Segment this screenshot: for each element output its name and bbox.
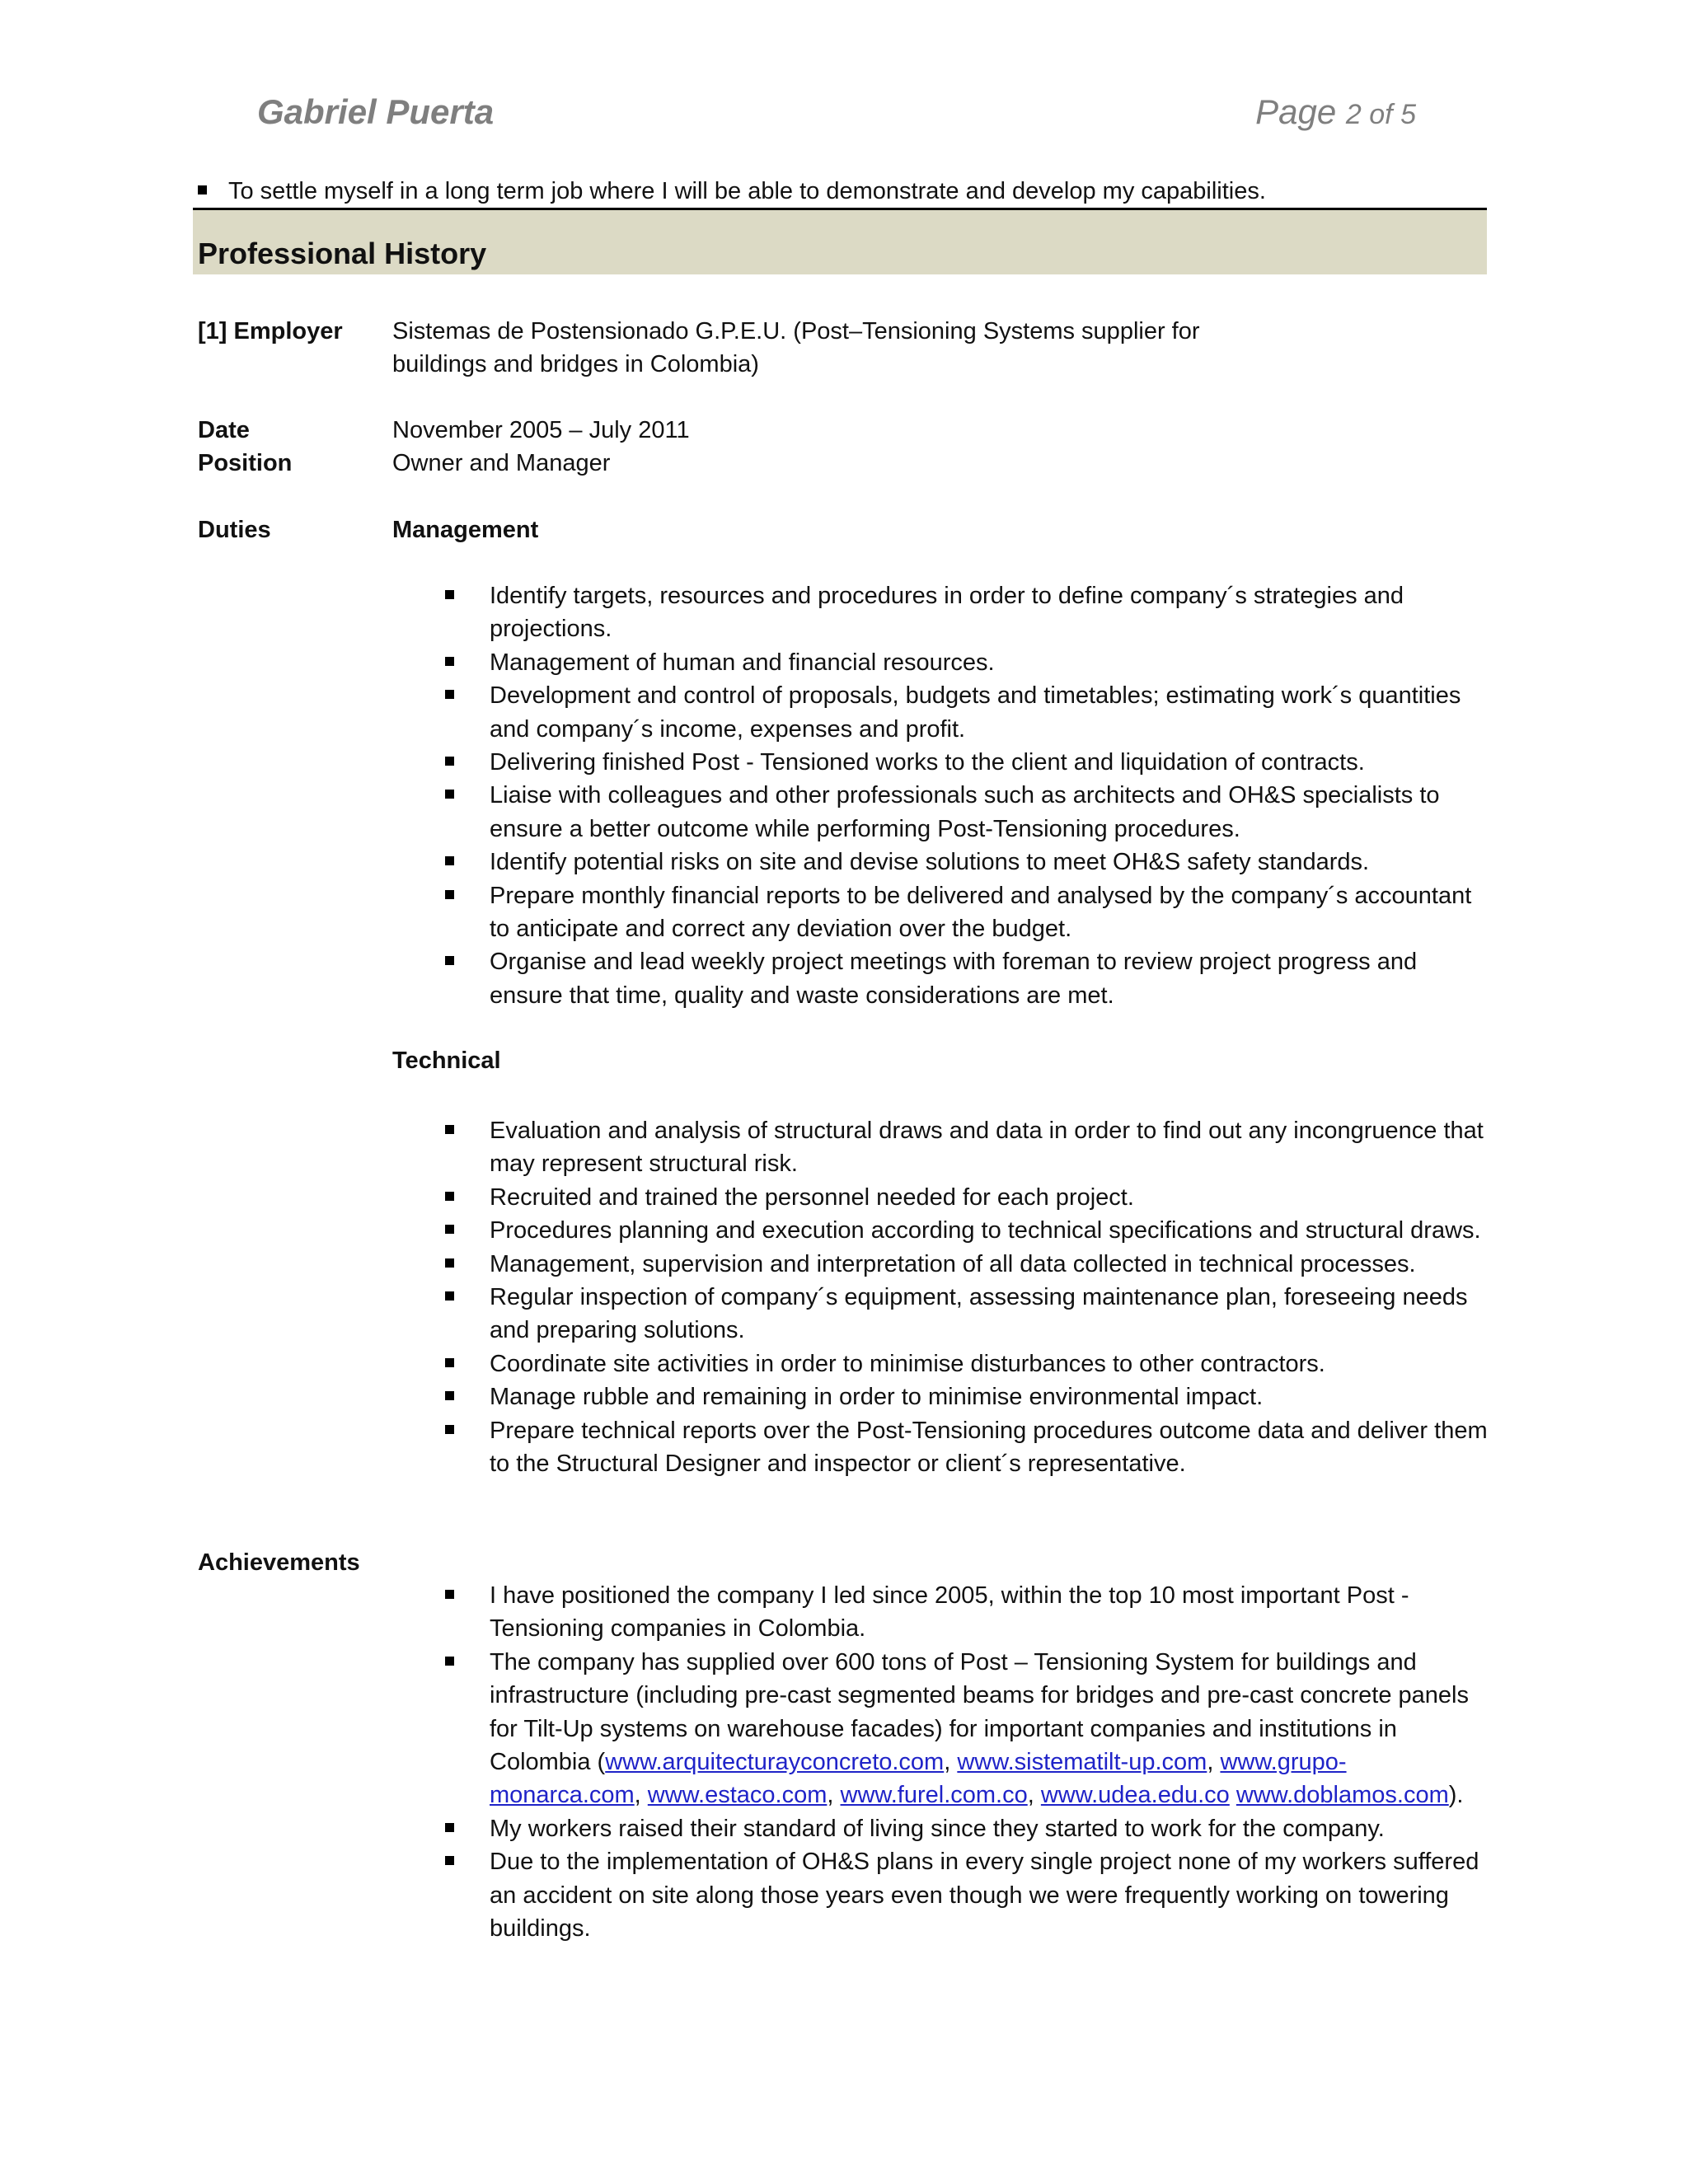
link-arquitecturayconcreto[interactable]: www.arquitecturayconcreto.com: [605, 1749, 945, 1776]
page-count: 2 of 5: [1345, 99, 1416, 130]
link-furel[interactable]: www.furel.com.co: [840, 1782, 1028, 1809]
objective-bullet: [198, 175, 1484, 208]
achievements-list: [445, 1579, 1488, 1945]
date-label: Date: [198, 417, 250, 443]
list-item: Due to the implementation of OH&S plans in every single project none of my workers suffered an accident on site along those years even though we were frequently working on towering buildings.: [445, 1845, 1488, 1945]
list-item: Procedures planning and execution according to technical specifications and structural draws.: [445, 1214, 1488, 1247]
list-item: Liaise with colleagues and other professionals such as architects and OH&S specialists to ensure a better outcome while performing Post-Tensioning procedures.: [445, 779, 1488, 846]
link-udea[interactable]: www.udea.edu.co: [1040, 1782, 1230, 1809]
link-doblamos[interactable]: www.doblamos.com: [1236, 1782, 1449, 1809]
management-heading: Management: [392, 517, 539, 543]
list-item: Development and control of proposals, budgets and timetables; estimating work´s quantities and company´s income, expenses and profit.: [445, 679, 1488, 746]
separator: ,: [827, 1782, 834, 1809]
separator: [1230, 1782, 1236, 1808]
duties-label: Duties: [198, 517, 271, 543]
objective-text: To settle myself in a long term job where I will be able to demonstrate and develop my capabilities.: [228, 178, 1266, 204]
management-list: [445, 579, 1488, 1012]
list-item: Recruited and trained the personnel needed for each project.: [445, 1181, 1488, 1214]
list-item: Prepare monthly financial reports to be delivered and analysed by the company´s accountant to anticipate and correct any deviation over the budget.: [445, 879, 1488, 946]
list-item: My workers raised their standard of living since they started to work for the company.: [445, 1812, 1488, 1845]
header-page-number: [1255, 92, 1416, 132]
separator: ).: [1448, 1782, 1464, 1809]
list-item: Identify targets, resources and procedures in order to define company´s strategies and projections.: [445, 579, 1488, 646]
page-word: Page: [1255, 92, 1337, 131]
separator: ,: [634, 1782, 641, 1809]
separator: ,: [1027, 1782, 1034, 1809]
employer-line-1: Sistemas de Postensionado G.P.E.U. (Post–Tensioning Systems supplier for: [392, 318, 1200, 344]
list-item: I have positioned the company I led since 2005, within the top 10 most important Post - Tensioning companies in Colombia.: [445, 1579, 1488, 1646]
list-item: Coordinate site activities in order to minimise disturbances to other contractors.: [445, 1347, 1488, 1380]
achievements-label: Achievements: [198, 1549, 360, 1576]
list-item: Evaluation and analysis of structural draws and data in order to find out any incongruence that may represent structural risk.: [445, 1114, 1488, 1181]
list-item: [445, 1646, 1488, 1812]
technical-heading: Technical: [392, 1047, 501, 1074]
list-item: Organise and lead weekly project meetings with foreman to review project progress and ensure that time, quality and waste considerations are met.: [445, 945, 1488, 1012]
technical-list: [445, 1114, 1488, 1480]
separator: ,: [944, 1749, 951, 1776]
list-item: Regular inspection of company´s equipment, assessing maintenance plan, foreseeing needs and preparing solutions.: [445, 1281, 1488, 1347]
separator: [641, 1782, 648, 1808]
list-item: Management of human and financial resources.: [445, 646, 1488, 679]
date-value: November 2005 – July 2011: [392, 417, 690, 443]
link-grupo-monarca[interactable]: www.grupo-monarca.com: [490, 1749, 1347, 1809]
header-name: Gabriel Puerta: [257, 92, 495, 131]
section-title: Professional History: [198, 237, 487, 270]
list-item: Management, supervision and interpretation of all data collected in technical processes.: [445, 1248, 1488, 1281]
position-value: Owner and Manager: [392, 450, 611, 476]
employer-line-2: buildings and bridges in Colombia): [392, 351, 759, 377]
achievement-text: The company has supplied over 600 tons of Post – Tensioning System for buildings and infrastructure (including pre-cast segmented beams for bridges and pre-cast concrete panels for Tilt-Up systems on warehouse facades) for important companies and institutions in Colombia (: [490, 1648, 1469, 1776]
link-estaco[interactable]: www.estaco.com: [647, 1782, 828, 1809]
list-item: Prepare technical reports over the Post-Tensioning procedures outcome data and deliver them to the Structural Designer and inspector or client´s representative.: [445, 1414, 1488, 1481]
position-label: Position: [198, 450, 293, 476]
list-item: Delivering finished Post - Tensioned works to the client and liquidation of contracts.: [445, 746, 1488, 779]
separator: [833, 1782, 840, 1808]
separator: ,: [1207, 1749, 1214, 1776]
list-item: Identify potential risks on site and devise solutions to meet OH&S safety standards.: [445, 846, 1488, 879]
separator: [1034, 1782, 1041, 1808]
link-sistematilt-up[interactable]: www.sistematilt-up.com: [957, 1749, 1207, 1776]
bullet-square-icon: [198, 185, 207, 194]
employer-label: [1] Employer: [198, 318, 343, 344]
list-item: Manage rubble and remaining in order to minimise environmental impact.: [445, 1380, 1488, 1413]
